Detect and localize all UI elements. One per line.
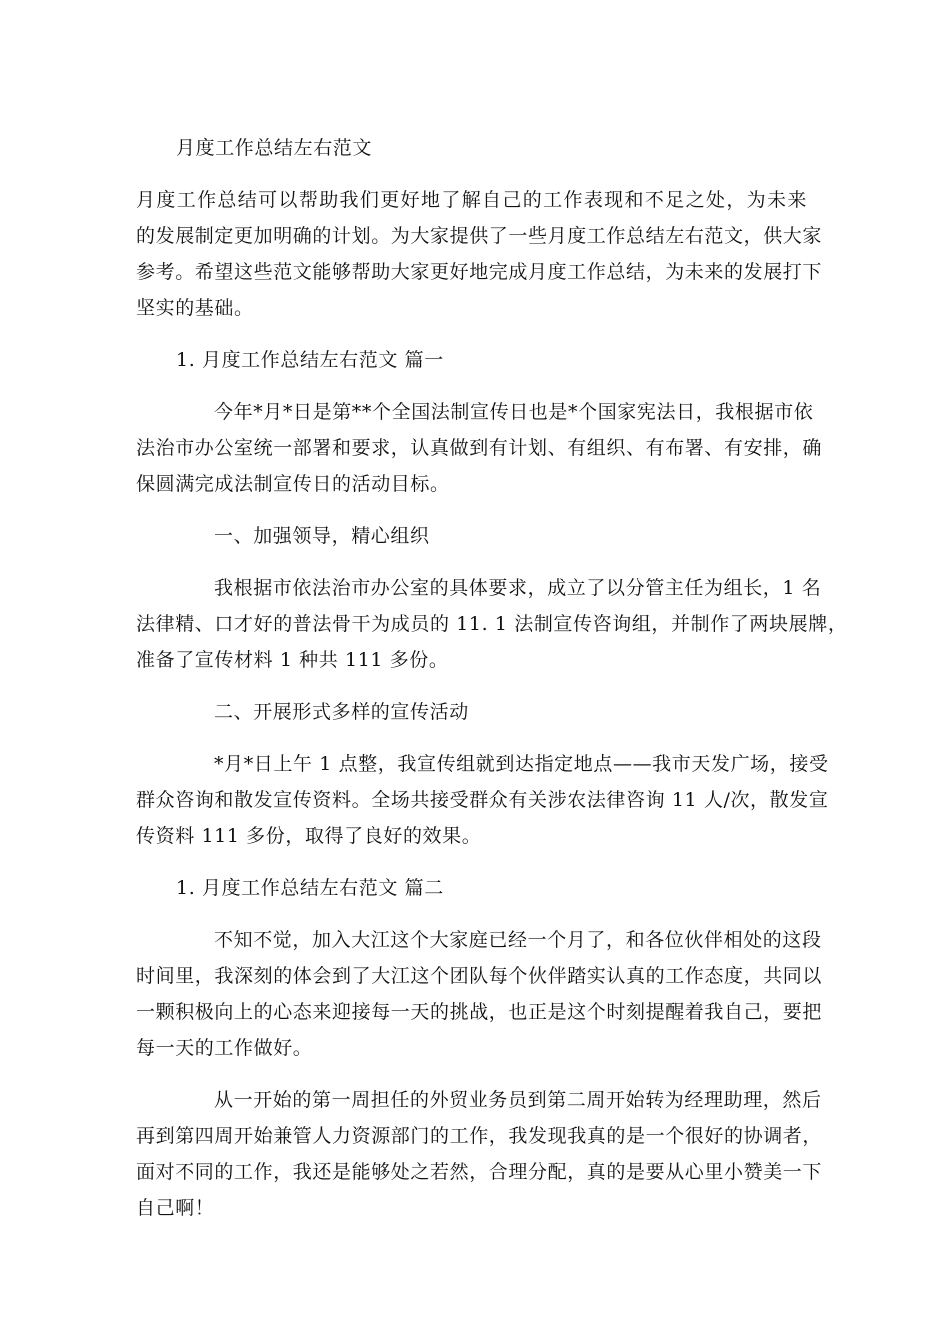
s1-p1-line-1: 今年*月*日是第**个全国法制宣传日也是*个国家宪法日，我根据市依 — [214, 401, 814, 423]
s2-p2-line-1: 从一开始的第一周担任的外贸业务员到第二周开始转为经理助理，然后 — [214, 1089, 822, 1111]
s2-p1-line-3: 一颗积极向上的心态来迎接每一天的挑战，也正是这个时刻提醒着我自己，要把 — [136, 1001, 823, 1023]
s2-p2-line-2: 再到第四周开始兼管人力资源部门的工作，我发现我真的是一个很好的协调者， — [136, 1125, 823, 1147]
intro-line-1: 月度工作总结可以帮助我们更好地了解自己的工作表现和不足之处，为未来 — [136, 189, 807, 211]
intro-line-2: 的发展制定更加明确的计划。为大家提供了一些月度工作总结左右范文，供大家 — [136, 225, 823, 247]
intro-line-3: 参考。希望这些范文能够帮助大家更好地完成月度工作总结，为未来的发展打下 — [136, 261, 823, 283]
s1-p3-line-3: 传资料 111 多份，取得了良好的效果。 — [136, 825, 482, 847]
s1-p2-line-1: 我根据市依法治市办公室的具体要求，成立了以分管主任为组长，1 名 — [214, 577, 822, 599]
document-title: 月度工作总结左右范文 — [176, 137, 373, 159]
s2-p2-line-4: 自己啊！ — [136, 1197, 215, 1219]
intro-line-4: 坚实的基础。 — [136, 297, 254, 319]
section-heading-2: 1. 月度工作总结左右范文 篇二 — [176, 877, 444, 899]
s1-p1-line-2: 法治市办公室统一部署和要求，认真做到有计划、有组织、有布署、有安排，确 — [136, 437, 823, 459]
s2-p1-line-1: 不知不觉，加入大江这个大家庭已经一个月了，和各位伙伴相处的这段 — [214, 929, 822, 951]
s2-p2-line-3: 面对不同的工作，我还是能够处之若然，合理分配，真的是要从心里小赞美一下 — [136, 1161, 823, 1183]
subheading-1: 一、加强领导，精心组织 — [214, 525, 430, 547]
s2-p1-line-4: 每一天的工作做好。 — [136, 1037, 313, 1059]
s1-p1-line-3: 保圆满完成法制宣传日的活动目标。 — [136, 473, 450, 495]
subheading-2: 二、开展形式多样的宣传活动 — [214, 701, 469, 723]
s2-p1-line-2: 时间里，我深刻的体会到了大江这个团队每个伙伴踏实认真的工作态度，共同以 — [136, 965, 823, 987]
s1-p3-line-1: *月*日上午 1 点整，我宣传组就到达指定地点——我市天发广场，接受 — [214, 753, 829, 775]
s1-p2-line-2: 法律精、口才好的普法骨干为成员的 11. 1 法制宣传咨询组，并制作了两块展牌， — [136, 613, 848, 635]
s1-p2-line-3: 准备了宣传材料 1 种共 111 多份。 — [136, 649, 449, 671]
s1-p3-line-2: 群众咨询和散发宣传资料。全场共接受群众有关涉农法律咨询 11 人/次，散发宣 — [136, 789, 829, 811]
section-heading-1: 1. 月度工作总结左右范文 篇一 — [176, 349, 444, 371]
